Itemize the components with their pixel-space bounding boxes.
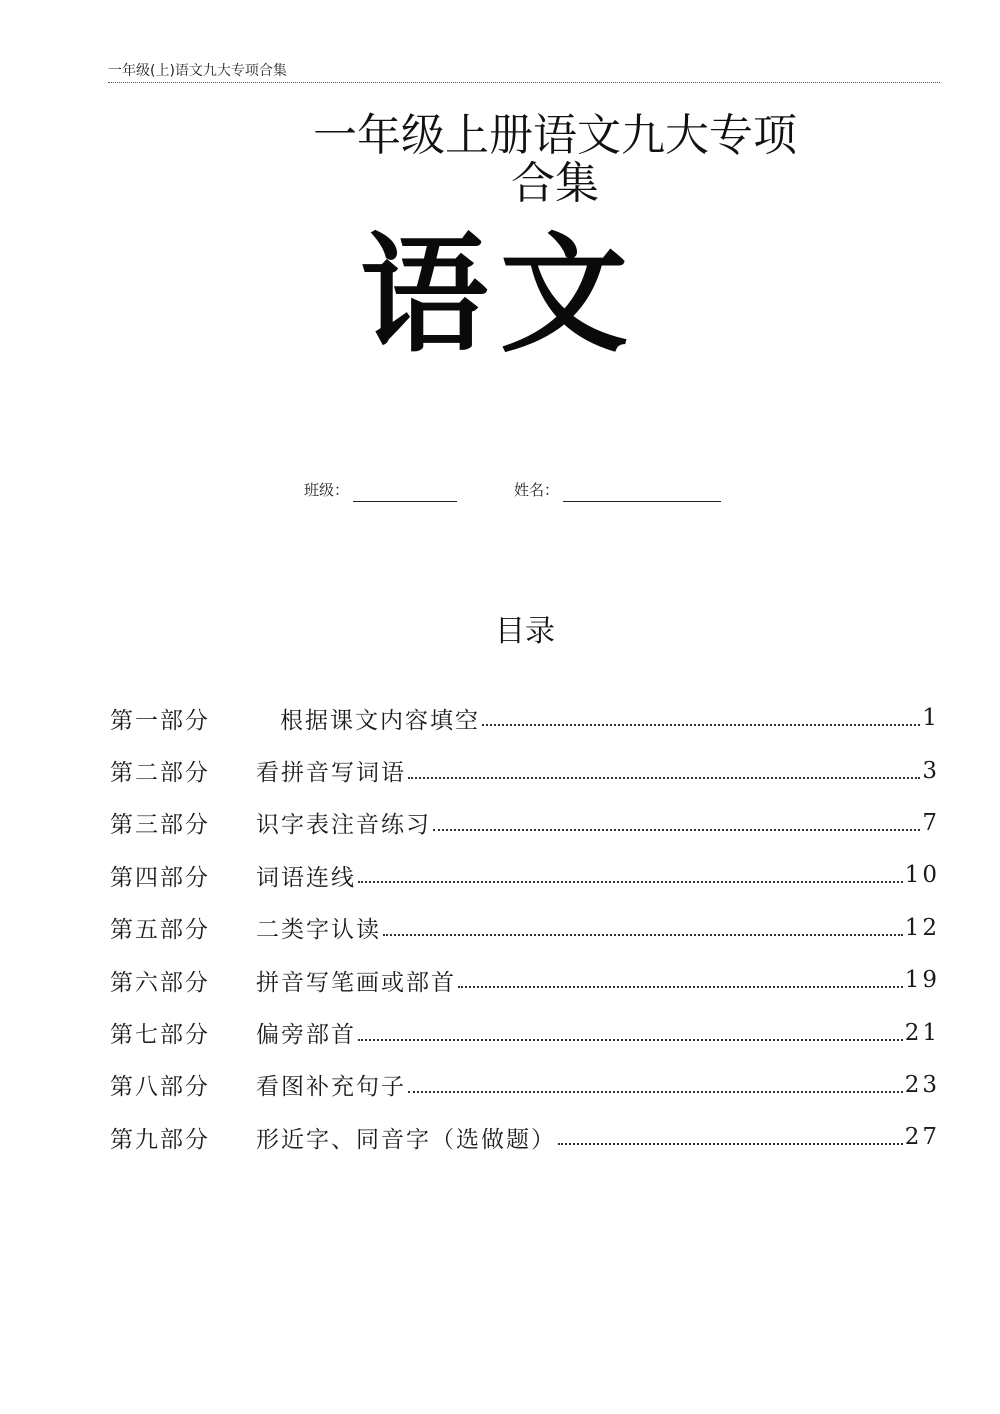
toc-topic: 看拼音写词语 xyxy=(256,760,406,787)
toc-topic: 看图补充句子 xyxy=(256,1074,406,1101)
name-blank[interactable] xyxy=(563,482,721,502)
running-header xyxy=(108,62,940,83)
class-field[interactable] xyxy=(304,478,457,502)
toc-part: 第七部分 xyxy=(110,1022,210,1049)
toc-leader-dots xyxy=(383,934,903,936)
name-field[interactable] xyxy=(514,478,721,502)
toc-part: 第八部分 xyxy=(110,1074,210,1101)
toc-entry[interactable] xyxy=(110,797,940,849)
toc-topic: 形近字、同音字（选做题） xyxy=(256,1126,556,1153)
toc-part: 第三部分 xyxy=(110,812,210,839)
toc-page-number: 21 xyxy=(904,1019,940,1046)
toc-leader-dots xyxy=(458,986,903,988)
toc-page-number: 1 xyxy=(922,705,940,732)
toc-topic: 根据课文内容填空 xyxy=(280,707,480,734)
toc-leader-dots xyxy=(358,881,903,883)
toc-leader-dots xyxy=(558,1143,903,1145)
toc-title: 目录 xyxy=(495,614,555,649)
table-of-contents xyxy=(110,692,940,1164)
toc-page-number: 23 xyxy=(904,1071,940,1098)
document-title-line-2: 合集 xyxy=(511,158,599,209)
toc-topic: 偏旁部首 xyxy=(256,1022,356,1049)
toc-page-number: 3 xyxy=(922,757,940,784)
toc-entry[interactable] xyxy=(110,954,940,1006)
toc-leader-dots xyxy=(408,777,920,779)
toc-part: 第四部分 xyxy=(110,864,210,891)
toc-entry[interactable] xyxy=(110,1006,940,1058)
toc-topic: 二类字认读 xyxy=(256,917,381,944)
student-info xyxy=(304,478,764,504)
class-label: 班级： xyxy=(304,481,350,499)
toc-part: 第二部分 xyxy=(110,760,210,787)
name-label: 姓名： xyxy=(514,481,560,499)
toc-leader-dots xyxy=(358,1039,903,1041)
toc-leader-dots xyxy=(433,829,920,831)
toc-page-number: 27 xyxy=(904,1124,940,1151)
toc-page-number: 19 xyxy=(904,967,940,994)
toc-part: 第六部分 xyxy=(110,969,210,996)
running-header-title: 一年级(上)语文九大专项合集 xyxy=(108,63,287,79)
toc-entry[interactable] xyxy=(110,1059,940,1111)
toc-topic: 拼音写笔画或部首 xyxy=(256,969,456,996)
toc-part: 第九部分 xyxy=(110,1126,210,1153)
toc-part: 第一部分 xyxy=(110,707,210,734)
document-title xyxy=(200,112,910,208)
toc-page-number: 10 xyxy=(904,862,940,889)
toc-entry[interactable] xyxy=(110,902,940,954)
toc-entry[interactable] xyxy=(110,744,940,796)
toc-topic: 词语连线 xyxy=(256,864,356,891)
subject-heading: 语文 xyxy=(359,220,640,370)
document-title-line-1: 一年级上册语文九大专项 xyxy=(313,110,797,161)
toc-leader-dots xyxy=(408,1091,903,1093)
toc-page-number: 12 xyxy=(904,914,940,941)
toc-entry[interactable] xyxy=(110,692,940,744)
class-blank[interactable] xyxy=(353,482,457,502)
toc-entry[interactable] xyxy=(110,849,940,901)
toc-entry[interactable] xyxy=(110,1111,940,1163)
toc-part: 第五部分 xyxy=(110,917,210,944)
toc-topic: 识字表注音练习 xyxy=(256,812,431,839)
toc-leader-dots xyxy=(482,724,920,726)
toc-page-number: 7 xyxy=(922,809,940,836)
